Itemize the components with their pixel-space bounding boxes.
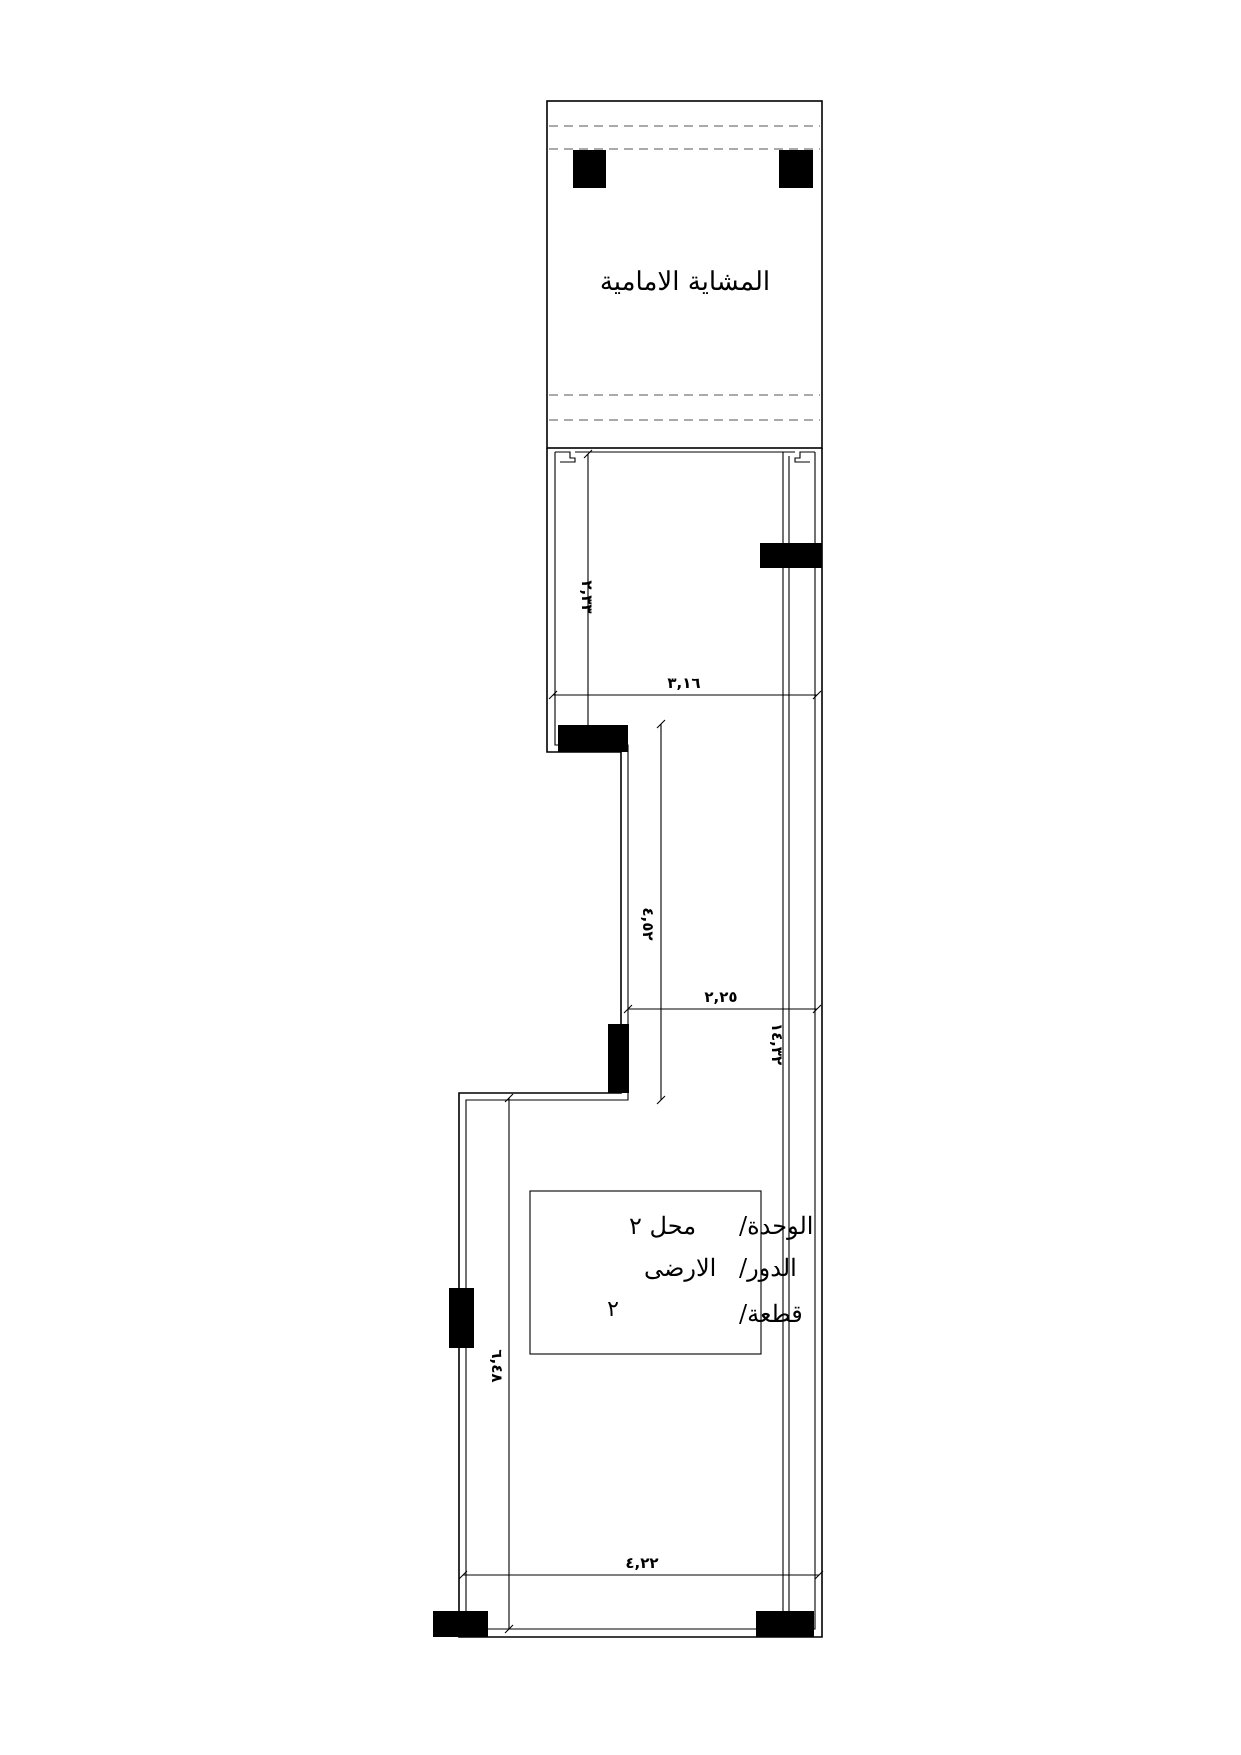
column <box>756 1611 814 1637</box>
dim-lower-depth-label: ٦,٤٨ <box>488 1349 506 1383</box>
dim-middle-depth-label: ٤,٥٢ <box>639 907 657 941</box>
column <box>608 1024 629 1093</box>
column <box>573 150 606 188</box>
entrance-jamb-left <box>555 452 575 462</box>
dim-upper-depth-label: ٢,٣٣ <box>578 580 596 614</box>
column <box>558 725 628 752</box>
column <box>760 543 822 568</box>
floor-label: الدور/ <box>739 1254 797 1282</box>
shop-inner-wall <box>466 452 815 1629</box>
floor-value: الارضى <box>644 1254 717 1282</box>
shop-outer-wall <box>459 448 822 1637</box>
unit-label: الوحدة/ <box>739 1212 814 1240</box>
columns <box>433 543 822 1637</box>
plot-value: ٢ <box>607 1297 619 1322</box>
dim-lower-width-label: ٤,٢٢ <box>625 1554 659 1572</box>
entrance-jamb-right <box>795 452 815 462</box>
unit-info-box <box>530 1191 813 1354</box>
unit-value: محل ٢ <box>629 1212 697 1240</box>
dimension-labels <box>488 580 786 1572</box>
front-walkway-label: المشاية الامامية <box>599 267 771 297</box>
dim-total-depth-label: ١٤,٣٢ <box>768 1022 786 1066</box>
front-walkway <box>547 101 822 448</box>
column <box>433 1611 488 1637</box>
dim-middle-width-label: ٢,٢٥ <box>704 988 738 1006</box>
column <box>449 1288 474 1348</box>
plot-label: قطعة/ <box>739 1300 803 1328</box>
dim-upper-width-label: ٣,١٦ <box>667 674 701 692</box>
column <box>779 150 813 188</box>
